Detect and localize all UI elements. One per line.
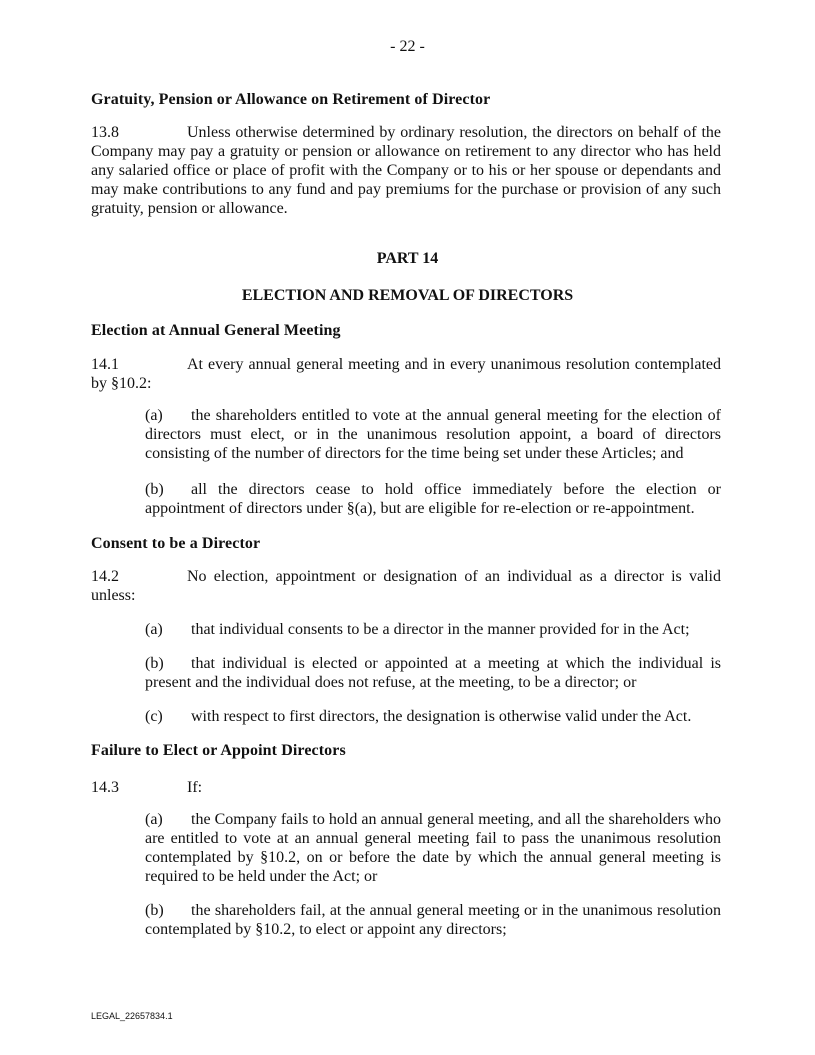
part-title: PART 14 [376,250,439,267]
item-text: that individual is elected or appointed at a meeting at which the individual is present and the individual does not refuse, at the meeting, to be a director; or [145,655,721,691]
item-text: that individual consents to be a director in the manner provided for in the Act; [191,621,690,638]
item-text: the shareholders entitled to vote at the annual general meeting for the election of directors must elect, or in the unanimous resolution appoint, a board of directors consisting of the number of directors for the time being set under these Articles; and [145,407,721,462]
clause-14-1 [91,355,721,393]
part-subtitle: ELECTION AND REMOVAL OF DIRECTORS [241,287,574,304]
clause-14-2-b [145,654,721,692]
item-label: (b) [145,655,164,672]
page-number: - 22 - [390,38,425,55]
document-footer-id: LEGAL_22657834.1 [91,1011,173,1021]
section-heading-gratuity: Gratuity, Pension or Allowance on Retirement of Director [91,91,491,108]
clause-14-2-a [145,620,721,639]
clause-text: No election, appointment or designation of an individual as a director is valid unless: [91,568,721,604]
clause-14-3 [91,778,721,797]
item-text: with respect to first directors, the designation is otherwise valid under the Act. [191,708,692,725]
clause-number: 14.2 [91,568,119,585]
section-heading-election: Election at Annual General Meeting [91,322,341,339]
clause-text: At every annual general meeting and in every unanimous resolution contemplated by §10.2: [91,356,721,392]
item-label: (a) [145,621,163,638]
clause-14-1-a [145,406,721,463]
clause-text: If: [187,779,203,796]
clause-number: 13.8 [91,124,119,141]
clause-number: 14.3 [91,779,119,796]
item-label: (c) [145,708,163,725]
item-text: the Company fails to hold an annual general meeting, and all the shareholders who are entitled to vote at an annual general meeting fail to pass the unanimous resolution contemplated by §10.2, on or before the date by which the annual general meeting is required to be held under the Act; or [145,811,721,885]
item-label: (a) [145,811,163,828]
clause-13-8 [91,123,721,218]
item-text: the shareholders fail, at the annual general meeting or in the unanimous resolution contemplated by §10.2, to elect or appoint any directors; [145,902,721,938]
section-heading-consent: Consent to be a Director [91,535,261,552]
clause-14-2-c [145,707,721,726]
section-heading-failure: Failure to Elect or Appoint Directors [91,742,346,759]
clause-14-2 [91,567,721,605]
clause-14-1-b [145,480,721,518]
item-label: (b) [145,481,164,498]
clause-14-3-a [145,810,721,886]
item-text: all the directors cease to hold office immediately before the election or appointment of directors under §(a), but are eligible for re-election or re-appointment. [145,481,721,517]
clause-14-3-b [145,901,721,939]
item-label: (b) [145,902,164,919]
clause-text: Unless otherwise determined by ordinary resolution, the directors on behalf of the Company may pay a gratuity or pension or allowance on retirement to any director who has held any salaried office or place of profit with the Company or to his or her spouse or dependants and may make contributions to any fund and pay premiums for the purchase or provision of any such gratuity, pension or allowance. [91,124,721,217]
item-label: (a) [145,407,163,424]
clause-number: 14.1 [91,356,119,373]
